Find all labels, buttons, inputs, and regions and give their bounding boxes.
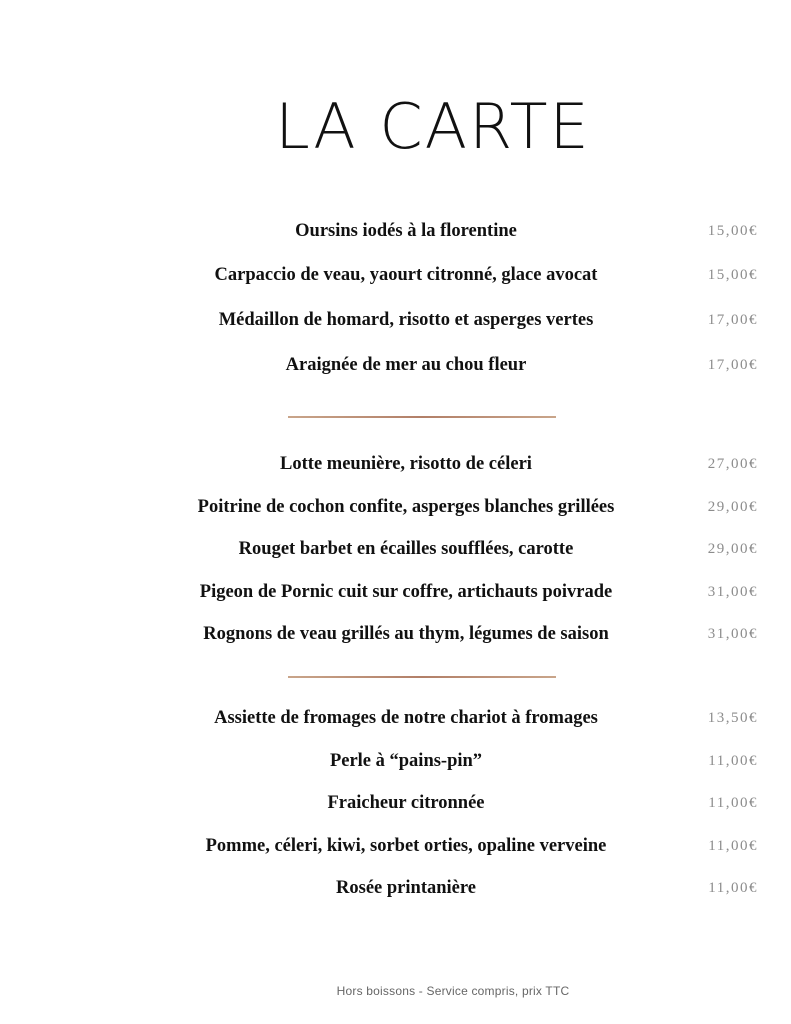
menu-item	[0, 354, 791, 398]
dish-price: 15,00€	[707, 223, 758, 239]
section-divider	[288, 416, 556, 418]
dish-price: 11,00€	[708, 752, 758, 769]
dish-name: Médaillon de homard, risotto et asperges vertes	[218, 310, 594, 330]
menu-item	[0, 264, 791, 309]
dish-price: 31,00€	[707, 583, 758, 600]
dish-price: 17,00€	[707, 312, 758, 328]
dish-name: Araignée de mer au chou fleur	[285, 355, 527, 375]
dish-price: 31,00€	[707, 626, 758, 642]
dish-name: Perle à “pains-pin”	[329, 750, 483, 771]
menu-item	[0, 707, 791, 750]
dish-price: 13,50€	[707, 710, 758, 726]
dish-price: 11,00€	[708, 880, 758, 896]
dish-price: 15,00€	[707, 267, 758, 283]
menu-item	[0, 453, 791, 496]
footer-note: Hors boissons - Service compris, prix TTC	[336, 984, 570, 998]
dish-name: Oursins iodés à la florentine	[295, 221, 517, 241]
page-title: LA CARTE	[275, 90, 591, 163]
dish-name: Lotte meunière, risotto de céleri	[280, 454, 532, 474]
menu-item	[0, 220, 791, 264]
menu-section-desserts	[0, 707, 791, 921]
dish-name: Rognons de veau grillés au thym, légumes de saison	[203, 624, 609, 644]
menu-item	[0, 538, 791, 581]
dish-price: 17,00€	[707, 357, 758, 373]
menu-item	[0, 750, 791, 793]
menu-item	[0, 581, 791, 624]
dish-name: Assiette de fromages de notre chariot à fromages	[214, 708, 598, 728]
dish-name: Carpaccio de veau, yaourt citronné, glace avocat	[214, 265, 598, 285]
dish-name: Rouget barbet en écailles soufflées, carotte	[238, 539, 574, 559]
dish-name: Poitrine de cochon confite, asperges blanches grillées	[197, 496, 615, 517]
menu-item	[0, 623, 791, 667]
dish-name: Pigeon de Pornic cuit sur coffre, artichauts poivrade	[199, 581, 613, 602]
dish-name: Pomme, céleri, kiwi, sorbet orties, opaline verveine	[205, 835, 607, 856]
section-divider	[288, 676, 556, 678]
menu-item	[0, 309, 791, 354]
menu-section-mains	[0, 453, 791, 667]
menu-section-starters	[0, 220, 791, 398]
dish-price: 29,00€	[707, 498, 758, 515]
dish-price: 29,00€	[707, 541, 758, 557]
menu-item	[0, 496, 791, 539]
dish-price: 11,00€	[708, 795, 758, 811]
menu-item	[0, 835, 791, 878]
menu-item	[0, 877, 791, 921]
dish-name: Rosée printanière	[336, 878, 476, 898]
menu-item	[0, 792, 791, 835]
dish-price: 27,00€	[707, 456, 758, 472]
dish-name: Fraicheur citronnée	[327, 793, 485, 813]
dish-price: 11,00€	[708, 837, 758, 854]
